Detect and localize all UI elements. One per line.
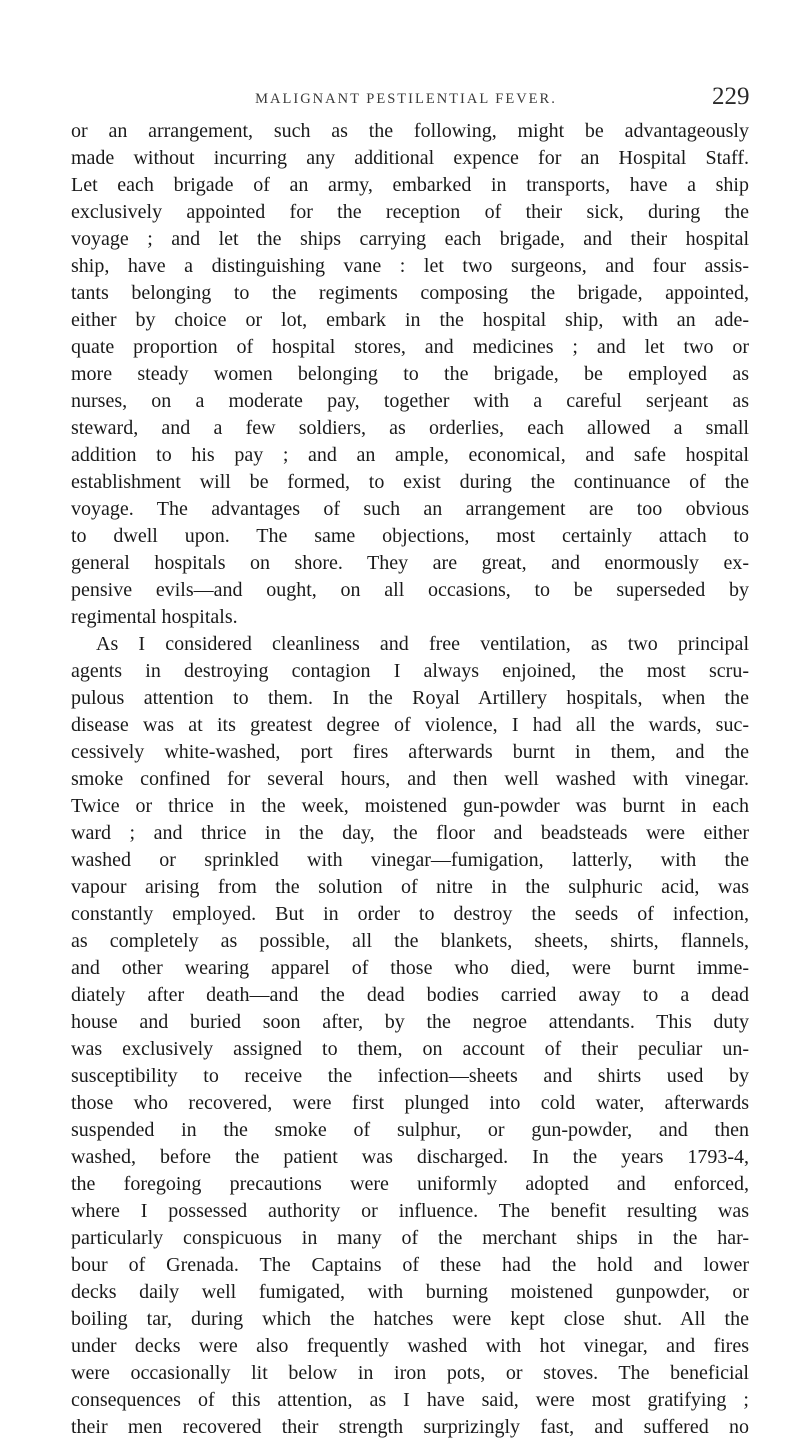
text-line: susceptibility to receive the infection—sheets and shirts used by bbox=[71, 1065, 749, 1087]
text-line: more steady women belonging to the brigade, be employed as bbox=[71, 363, 749, 385]
text-line: boiling tar, during which the hatches were kept close shut. All the bbox=[71, 1308, 749, 1330]
text-line: either by choice or lot, embark in the hospital ship, with an ade- bbox=[71, 309, 749, 331]
text-line: where I possessed authority or influence. The benefit resulting was bbox=[71, 1200, 749, 1222]
paragraph-start-line: As I considered cleanliness and free ventilation, as two principal bbox=[96, 633, 749, 655]
text-line: were occasionally lit below in iron pots, or stoves. The beneficial bbox=[71, 1362, 749, 1384]
text-line: decks daily well fumigated, with burning moistened gunpowder, or bbox=[71, 1281, 749, 1303]
running-head bbox=[0, 83, 800, 115]
text-line: house and buried soon after, by the negroe attendants. This duty bbox=[71, 1011, 749, 1033]
text-line: constantly employed. But in order to destroy the seeds of infection, bbox=[71, 903, 749, 925]
text-line: ship, have a distinguishing vane : let two surgeons, and four assis- bbox=[71, 255, 749, 277]
text-line: Let each brigade of an army, embarked in transports, have a ship bbox=[71, 174, 749, 196]
text-line: the foregoing precautions were uniformly adopted and enforced, bbox=[71, 1173, 749, 1195]
text-line: nurses, on a moderate pay, together with a careful serjeant as bbox=[71, 390, 749, 412]
page-number: 229 bbox=[712, 83, 750, 110]
text-line: smoke confined for several hours, and then well washed with vinegar. bbox=[71, 768, 749, 790]
text-line: addition to his pay ; and an ample, economical, and safe hospital bbox=[71, 444, 749, 466]
text-line: made without incurring any additional expence for an Hospital Staff. bbox=[71, 147, 749, 169]
text-line: pulous attention to them. In the Royal Artillery hospitals, when the bbox=[71, 687, 749, 709]
text-line: cessively white-washed, port fires afterwards burnt in them, and the bbox=[71, 741, 749, 763]
text-line: pensive evils—and ought, on all occasions, to be superseded by bbox=[71, 579, 749, 601]
text-line: washed or sprinkled with vinegar—fumigation, latterly, with the bbox=[71, 849, 749, 871]
text-line: vapour arising from the solution of nitre in the sulphuric acid, was bbox=[71, 876, 749, 898]
text-line: particularly conspicuous in many of the merchant ships in the har- bbox=[71, 1227, 749, 1249]
text-line: suspended in the smoke of sulphur, or gun-powder, and then bbox=[71, 1119, 749, 1141]
text-line: Twice or thrice in the week, moistened gun-powder was burnt in each bbox=[71, 795, 749, 817]
text-line: agents in destroying contagion I always enjoined, the most scru- bbox=[71, 660, 749, 682]
text-line: or an arrangement, such as the following, might be advantageously bbox=[71, 120, 749, 142]
text-line: was exclusively assigned to them, on account of their peculiar un- bbox=[71, 1038, 749, 1060]
text-line: establishment will be formed, to exist during the continuance of the bbox=[71, 471, 749, 493]
text-line: as completely as possible, all the blankets, sheets, shirts, flannels, bbox=[71, 930, 749, 952]
text-line: bour of Grenada. The Captains of these had the hold and lower bbox=[71, 1254, 749, 1276]
text-line: washed, before the patient was discharged. In the years 1793-4, bbox=[71, 1146, 749, 1168]
text-line: voyage ; and let the ships carrying each brigade, and their hospital bbox=[71, 228, 749, 250]
text-line: consequences of this attention, as I have said, were most gratifying ; bbox=[71, 1389, 749, 1411]
text-line: to dwell upon. The same objections, most certainly attach to bbox=[71, 525, 749, 547]
text-line: under decks were also frequently washed with hot vinegar, and fires bbox=[71, 1335, 749, 1357]
text-line: exclusively appointed for the reception of their sick, during the bbox=[71, 201, 749, 223]
text-line: and other wearing apparel of those who died, were burnt imme- bbox=[71, 957, 749, 979]
running-title: MALIGNANT PESTILENTIAL FEVER. bbox=[255, 91, 557, 107]
text-line: disease was at its greatest degree of violence, I had all the wards, suc- bbox=[71, 714, 749, 736]
text-line: ward ; and thrice in the day, the floor and beadsteads were either bbox=[71, 822, 749, 844]
text-line: steward, and a few soldiers, as orderlies, each allowed a small bbox=[71, 417, 749, 439]
text-line: those who recovered, were first plunged into cold water, afterwards bbox=[71, 1092, 749, 1114]
text-line: tants belonging to the regiments composing the brigade, appointed, bbox=[71, 282, 749, 304]
text-line: quate proportion of hospital stores, and medicines ; and let two or bbox=[71, 336, 749, 358]
text-line: diately after death—and the dead bodies carried away to a dead bbox=[71, 984, 749, 1006]
body-text bbox=[71, 118, 749, 1441]
text-line: their men recovered their strength surprizingly fast, and suffered no bbox=[71, 1416, 749, 1438]
text-line: voyage. The advantages of such an arrangement are too obvious bbox=[71, 498, 749, 520]
text-line: general hospitals on shore. They are great, and enormously ex- bbox=[71, 552, 749, 574]
paragraph-end-line: regimental hospitals. bbox=[71, 606, 238, 628]
